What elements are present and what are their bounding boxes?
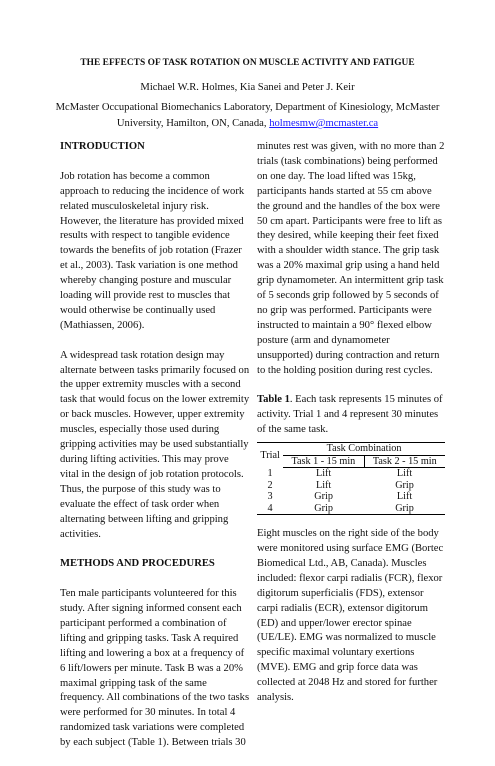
task-1-cell: Lift bbox=[315, 468, 332, 480]
task-1-header: Task 1 - 15 min bbox=[283, 455, 364, 468]
task-2-cell: Grip bbox=[395, 479, 414, 491]
methods-heading: METHODS AND PROCEDURES bbox=[60, 558, 215, 570]
table-subheader-row bbox=[257, 455, 445, 468]
trial-cell: 3 bbox=[267, 491, 273, 503]
affiliation bbox=[40, 100, 455, 132]
trial-cell: 2 bbox=[267, 479, 273, 491]
table-caption bbox=[257, 393, 447, 438]
methods-paragraph-3: Eight muscles on the right side of the body were monitored using surface EMG (Bortec Biomedical Ltd., AB, Canada). Muscles included: flexor carpi radialis (FCR), flexor digitorum superficialis (FDS), extensor carpi radialis (ECR), extensor digitorum (ED) and upper/lower erector spinae (UE/LE). EMG was normalized to muscle specific maximal voluntary exertions (MVE). EMG and grip force data was collected at 2048 Hz and stored for further analysis. bbox=[257, 528, 444, 704]
introduction-paragraph-1: Job rotation has become a common approach to reducing the incidence of work related musculoskeletal injury risk. However, the literature has provided mixed results with respect to tangible evidence towards the benefits of job rotation (Frazer et al., 2003). Task variation is one method whereby changing posture and muscular loading will provide rest to muscles that would otherwise be continually used (Mathiassen, 2006). bbox=[60, 170, 245, 331]
task-1-cell: Grip bbox=[314, 491, 333, 503]
task-2-cell: Lift bbox=[396, 468, 413, 480]
task-combination-header: Task Combination bbox=[283, 443, 445, 456]
table-caption-text: . Each task represents 15 minutes of activity. Trial 1 and 4 represent 30 minutes of the same task. bbox=[257, 394, 443, 436]
affiliation-location: University, Hamilton, ON, Canada, bbox=[116, 118, 267, 129]
trial-cell: 1 bbox=[267, 467, 273, 479]
introduction-paragraph-2: A widespread task rotation design may alternate between tasks primarily focused on the upper extremity muscles with a second task that would focus on the lower extremity or back muscles. However, upper extremity muscles, especially those used during gripping activities may be used substantially during lifting activities. This may prove vital in the design of job rotation protocols. Thus, the purpose of this study was to evaluate the effect of task order when alternating between lifting and gripping activities. bbox=[60, 349, 250, 540]
table-row bbox=[257, 468, 445, 480]
author-list: Michael W.R. Holmes, Kia Sanei and Peter J. Keir bbox=[140, 82, 355, 93]
right-column bbox=[257, 140, 447, 721]
task-2-cell: Grip bbox=[364, 503, 445, 515]
task-2-header: Task 2 - 15 min bbox=[364, 455, 445, 468]
table-label: Table 1 bbox=[257, 394, 290, 406]
trial-cell: 4 bbox=[257, 503, 283, 515]
task-combination-table bbox=[257, 442, 445, 515]
paper-title: THE EFFECTS OF TASK ROTATION ON MUSCLE ACTIVITY AND FATIGUE bbox=[80, 58, 415, 68]
task-1-cell: Lift bbox=[315, 479, 332, 491]
affiliation-line-1: McMaster Occupational Biomechanics Laboratory, Department of Kinesiology, McMaster bbox=[55, 102, 440, 113]
introduction-heading: INTRODUCTION bbox=[60, 141, 145, 152]
affiliation-line-2 bbox=[40, 116, 455, 132]
email-link[interactable]: holmesmw@mcmaster.ca bbox=[269, 118, 379, 129]
task-2-cell: Lift bbox=[396, 491, 413, 503]
table-row bbox=[257, 491, 445, 503]
methods-paragraph-2: minutes rest was given, with no more than 2 trials (task combinations) being performed on one day. The load lifted was 15kg, participants hands started at 55 cm above the ground and the handles of the box were 50 cm apart. Participants were free to lift as they desired, while keeping their feet fixed with a shoulder width stance. The grip task was a 20% maximal grip using a hand held grip dynamometer. An intermittent grip task of 5 seconds grip followed by 5 seconds of no grip was performed. Participants were instructed to maintain a 90° flexed elbow posture (arm and dynamometer unsupported) during contraction and return to the holding position during rest cycles. bbox=[257, 141, 445, 376]
task-1-cell: Grip bbox=[283, 503, 364, 515]
table-header-row bbox=[257, 443, 445, 456]
trial-header: Trial bbox=[257, 443, 283, 468]
methods-paragraph-1: Ten male participants volunteered for this study. After signing informed consent each participant performed a combination of lifting and gripping tasks. Task A required lifting and lowering a box at a frequency of 6 lift/lowers per minute. Task B was a 20% maximal gripping task of the same frequency. All combinations of the two tasks were performed for 30 minutes. In total 4 randomized task variations were completed by each subject (Table 1). Between trials 30 bbox=[60, 588, 250, 749]
table-row bbox=[257, 480, 445, 492]
left-column bbox=[60, 140, 250, 766]
table-row bbox=[257, 503, 445, 515]
